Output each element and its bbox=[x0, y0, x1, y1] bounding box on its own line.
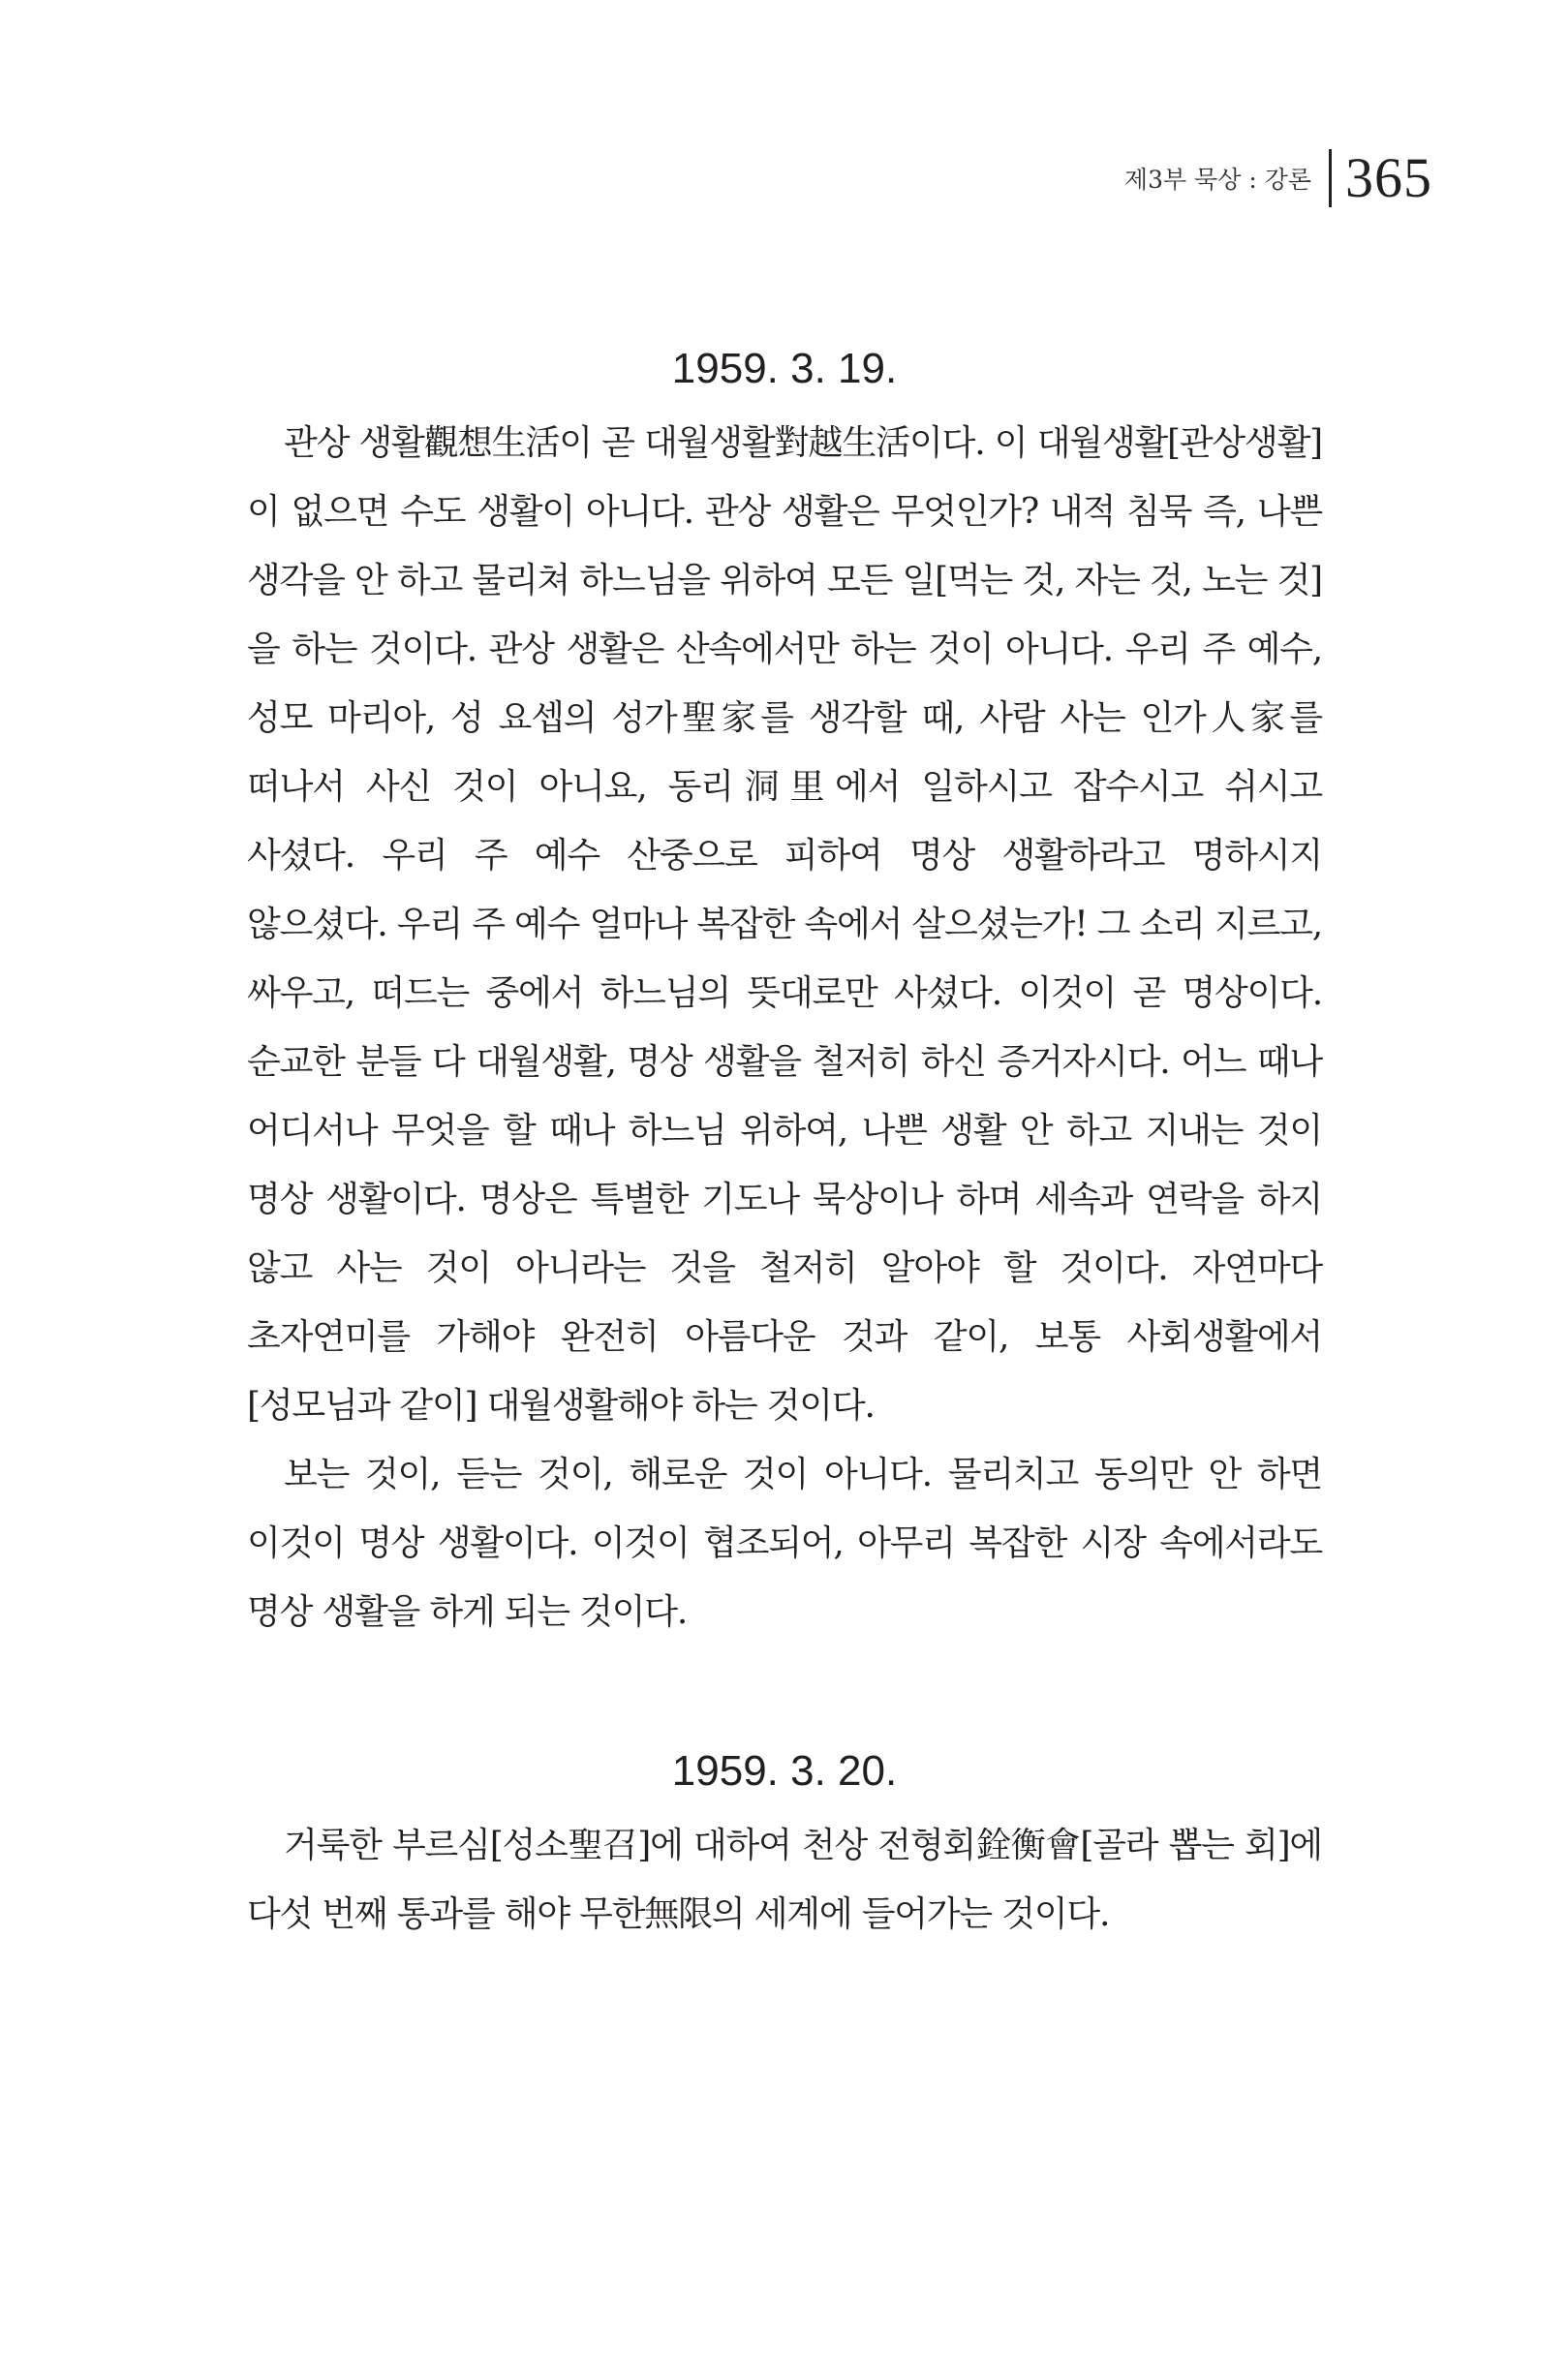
entry-date: 1959. 3. 20. bbox=[671, 1747, 898, 1795]
paragraph: 거룩한 부르심[성소聖召]에 대하여 천상 전형회銓衡會[골라 뽑는 회]에 다섯 번째 통과를 해야 무한無限의 세계에 들어가는 것이다. bbox=[247, 1826, 1322, 1934]
diary-entry bbox=[247, 329, 1322, 1646]
section-spacer bbox=[247, 1646, 1322, 1732]
section-title: 제3부 묵상 : 강론 bbox=[1123, 165, 1311, 194]
paragraph: 관상 생활觀想生活이 곧 대월생활對越生活이다. 이 대월생활[관상생활]이 없으면 수도 생활이 아니다. 관상 생활은 무엇인가? 내적 침묵 즉, 나쁜 생각을 안 하고 물리쳐 하느님을 위하여 모든 일[먹는 것, 자는 것, 노는 것]을 하는 것이다. 관상 생활은 산속에서만 하는 것이 아니다. 우리 주 예수, 성모 마리아, 성 요셉의 성가聖家를 생각할 때, 사람 사는 인가人家를 떠나서 사신 것이 아니요, 동리洞里에서 일하시고 잡수시고 쉬시고 사셨다. 우리 주 예수 산중으로 피하여 명상 생활하라고 명하시지 않으셨다. 우리 주 예수 얼마나 복잡한 속에서 살으셨는가! 그 소리 지르고, 싸우고, 떠드는 중에서 하느님의 뜻대로만 사셨다. 이것이 곧 명상이다. 순교한 분들 다 대월생활, 명상 생활을 철저히 하신 증거자시다. 어느 때나 어디서나 무엇을 할 때나 하느님 위하여, 나쁜 생활 안 하고 지내는 것이 명상 생활이다. 명상은 특별한 기도나 묵상이나 하며 세속과 연락을 하지 않고 사는 것이 아니라는 것을 철저히 알아야 할 것이다. 자연마다 초자연미를 가해야 완전히 아름다운 것과 같이, 보통 사회생활에서 [성모님과 같이] 대월생활해야 하는 것이다. bbox=[247, 423, 1322, 1426]
page-body bbox=[247, 329, 1322, 1949]
page-number: 365 bbox=[1345, 146, 1432, 209]
entry-date: 1959. 3. 19. bbox=[671, 345, 898, 392]
header-divider bbox=[1329, 149, 1332, 207]
paragraph: 보는 것이, 듣는 것이, 해로운 것이 아니다. 물리치고 동의만 안 하면 이것이 명상 생활이다. 이것이 협조되어, 아무리 복잡한 시장 속에서라도 명상 생활을 하게 되는 것이다. bbox=[247, 1455, 1322, 1632]
running-header bbox=[1124, 145, 1432, 210]
diary-entry bbox=[247, 1732, 1322, 1949]
